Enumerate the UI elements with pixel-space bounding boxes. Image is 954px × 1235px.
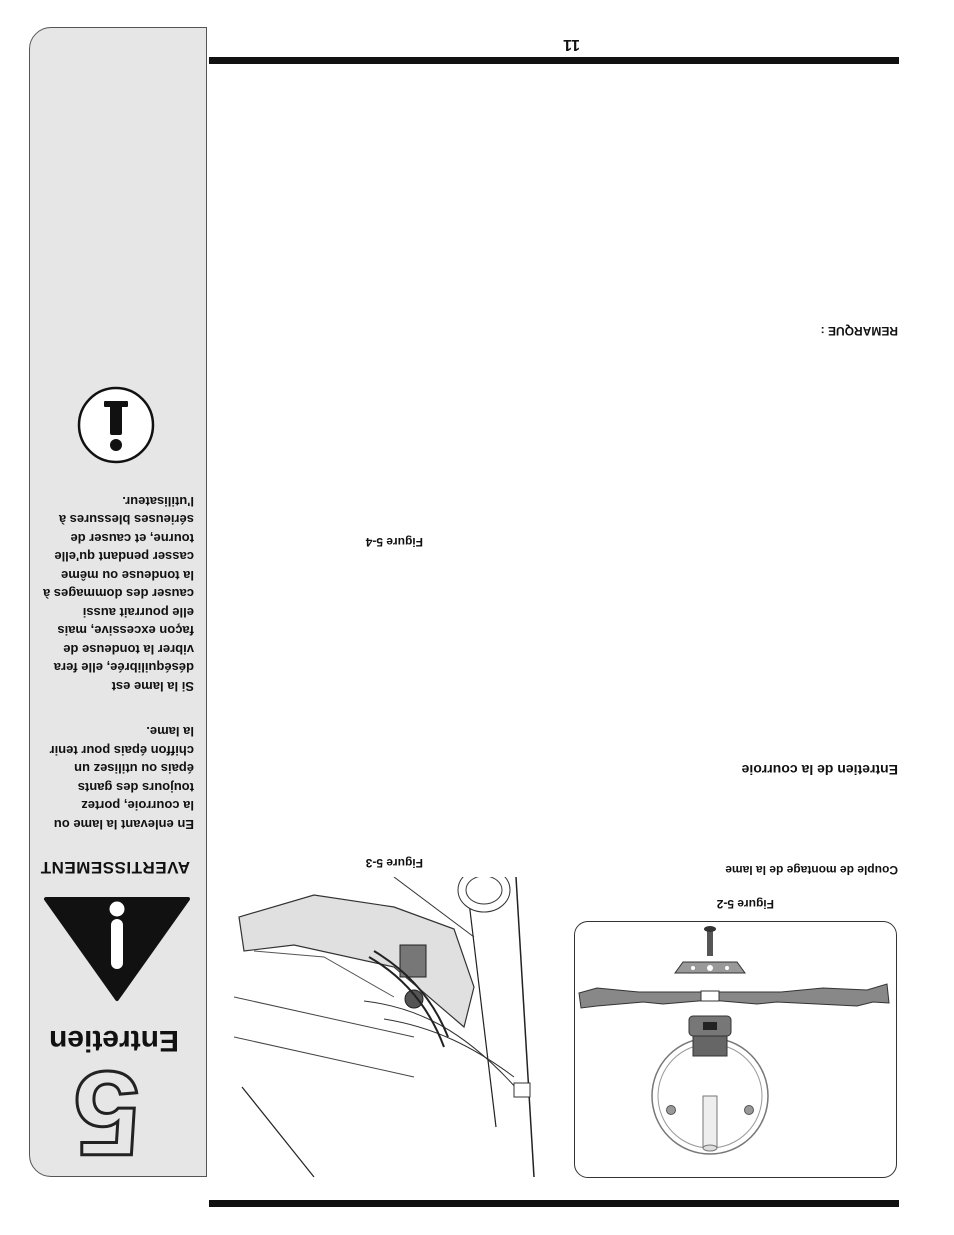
figure-5-2-label: Figure 5-2: [716, 897, 774, 911]
chapter-number: 5: [73, 1046, 141, 1180]
info-circle-icon: [76, 385, 156, 465]
warning-text-balance: Si la lame est déséquilibrée, elle fera vibrer la tondeuse de façon excessive, mais elle pourrait aussi causer des dommages à la tondeuse ou même casser pendant qu'elle tourne, et causer de sérieuses blessures à l'utilisateur.: [42, 494, 194, 694]
warning-heading: AVERTISSEMENT: [40, 858, 190, 877]
page-number: 11: [563, 36, 580, 53]
figure-5-3-label: Figure 5-3: [365, 856, 423, 870]
belt-deck-diagram: [234, 877, 544, 1177]
warning-text-gloves: En enlevant la lame ou la courroie, portez toujours des gants épais ou utilisez un chiffon épais pour tenir la lame.: [49, 724, 194, 832]
belt-maintenance-heading: Entretien de la courroie: [741, 762, 898, 778]
top-rule: [209, 1200, 899, 1207]
note-heading: REMARQUE :: [820, 324, 898, 338]
blade-assembly-diagram: [574, 921, 897, 1178]
chapter-title: Entretien: [48, 1024, 180, 1057]
blade-torque-heading: Couple de montage de la lame: [725, 863, 898, 877]
figure-5-4-label: Figure 5-4: [365, 535, 423, 549]
warning-triangle-icon: [42, 895, 192, 1003]
bottom-rule: [209, 57, 899, 64]
